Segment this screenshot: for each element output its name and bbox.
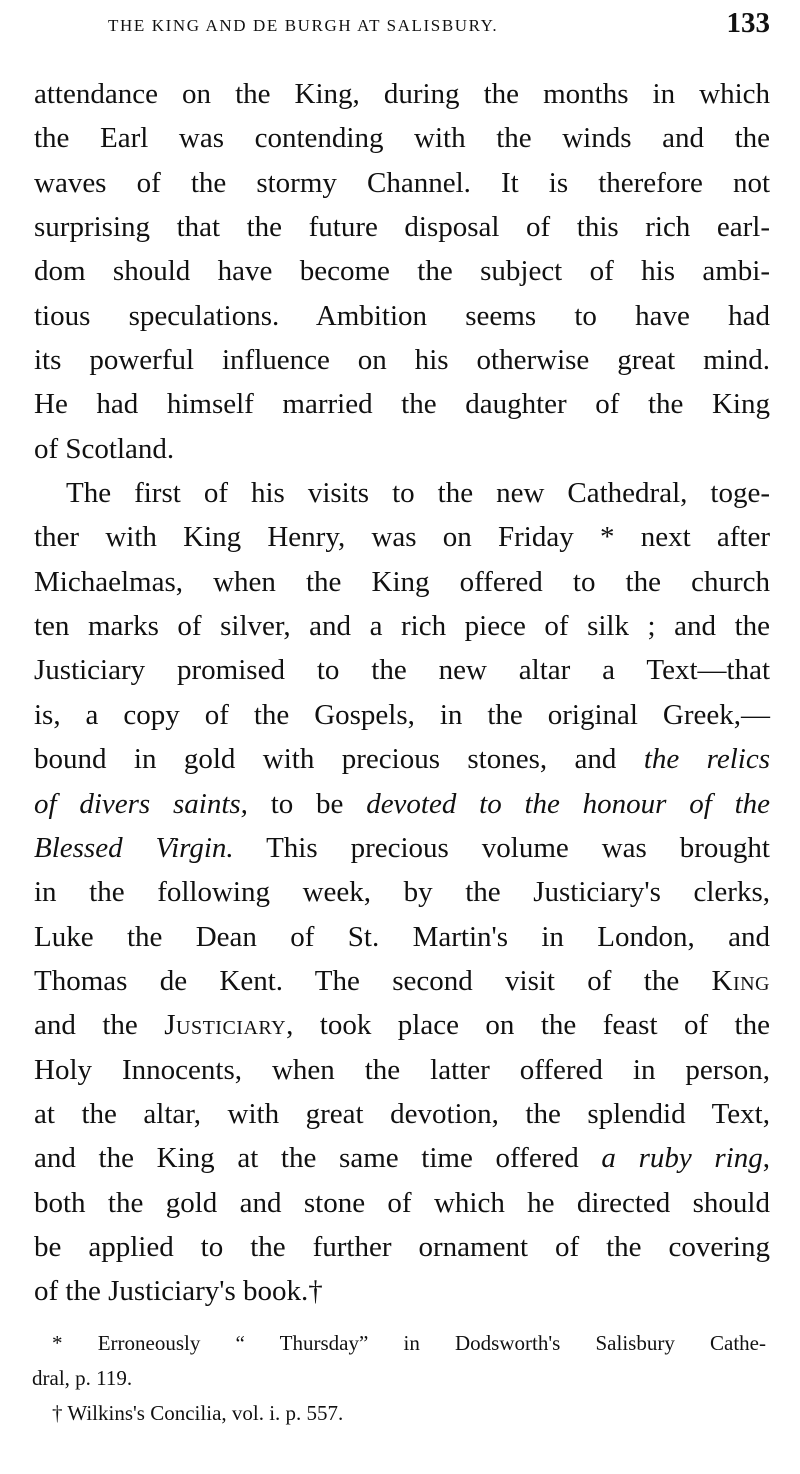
italic-segment: the relics (643, 743, 770, 776)
footnote-1-continued: dral, p. 119. (32, 1366, 133, 1390)
footnote-2: † Wilkins's Concilia, vol. i. p. 557. (52, 1401, 344, 1425)
text-segment: bound in gold with precious stones, and (34, 743, 644, 776)
text-line: waves of the stormy Channel. It is therefore not (34, 166, 770, 199)
text-line: is, a copy of the Gospels, in the original Greek,— (34, 698, 770, 731)
italic-segment: of divers saints, (34, 787, 248, 820)
text-line (34, 826, 770, 870)
text-line: its powerful influence on his otherwise great mind. (34, 344, 770, 377)
text-line: in the following week, by the Justiciary's clerks, (34, 876, 770, 909)
running-title: THE KING AND DE BURGH AT SALISBURY. (108, 16, 499, 35)
text-line: Justiciary promised to the new altar a Text—that (34, 654, 770, 687)
text-line: both the gold and stone of which he directed should (34, 1186, 770, 1219)
text-line: tious speculations. Ambition seems to have had (34, 299, 770, 332)
text-line: The first of his visits to the new Cathedral, toge- (66, 477, 770, 510)
text-line: the Earl was contending with the winds and the (34, 122, 770, 155)
small-caps-segment: King (711, 964, 770, 997)
paragraph-1 (34, 72, 770, 471)
text-line: of the Justiciary's book.† (34, 1275, 323, 1308)
text-segment: This precious volume was brought (233, 831, 770, 864)
text-segment: , (762, 1142, 770, 1175)
text-line: be applied to the further ornament of the covering (34, 1230, 770, 1263)
italic-segment: Blessed Virgin. (34, 831, 234, 864)
text-line: ten marks of silver, and a rich piece of silk ; and the (34, 610, 770, 643)
running-head (30, 6, 772, 40)
italic-segment: a ruby ring (601, 1142, 763, 1175)
text-line (34, 782, 770, 826)
text-line: attendance on the King, during the months in which (34, 78, 770, 110)
text-line: Luke the Dean of St. Martin's in London, and (34, 920, 770, 953)
text-line (34, 959, 770, 1003)
italic-segment: devoted to the honour of the (366, 787, 770, 820)
text-segment: and the (34, 1009, 165, 1042)
paragraph-2 (34, 471, 770, 1314)
text-segment: Thomas de Kent. The second visit of the (34, 964, 712, 997)
text-line: ther with King Henry, was on Friday * next after (34, 521, 770, 554)
page-number: 133 (726, 7, 770, 39)
text-line: surprising that the future disposal of this rich earl- (34, 211, 770, 244)
text-line: Michaelmas, when the King offered to the church (34, 565, 770, 598)
text-segment: to be (247, 787, 367, 820)
footnote-1: * Erroneously “ Thursday” in Dodsworth's Salisbury Cathe- (52, 1331, 766, 1355)
text-line (34, 1003, 770, 1047)
text-line: of Scotland. (34, 432, 175, 465)
text-line: Holy Innocents, when the latter offered in person, (34, 1053, 770, 1086)
body-text (34, 72, 770, 1314)
text-line (34, 737, 770, 781)
footnotes (32, 1326, 766, 1431)
small-caps-segment: Justiciary (164, 1009, 287, 1042)
text-segment: and the King at the same time offered (34, 1142, 602, 1175)
text-line: at the altar, with great devotion, the splendid Text, (34, 1097, 770, 1130)
text-line: He had himself married the daughter of the King (34, 388, 770, 421)
text-segment: , took place on the feast of the (286, 1009, 770, 1042)
text-line (34, 1136, 770, 1180)
text-line: dom should have become the subject of his ambi- (34, 255, 770, 288)
